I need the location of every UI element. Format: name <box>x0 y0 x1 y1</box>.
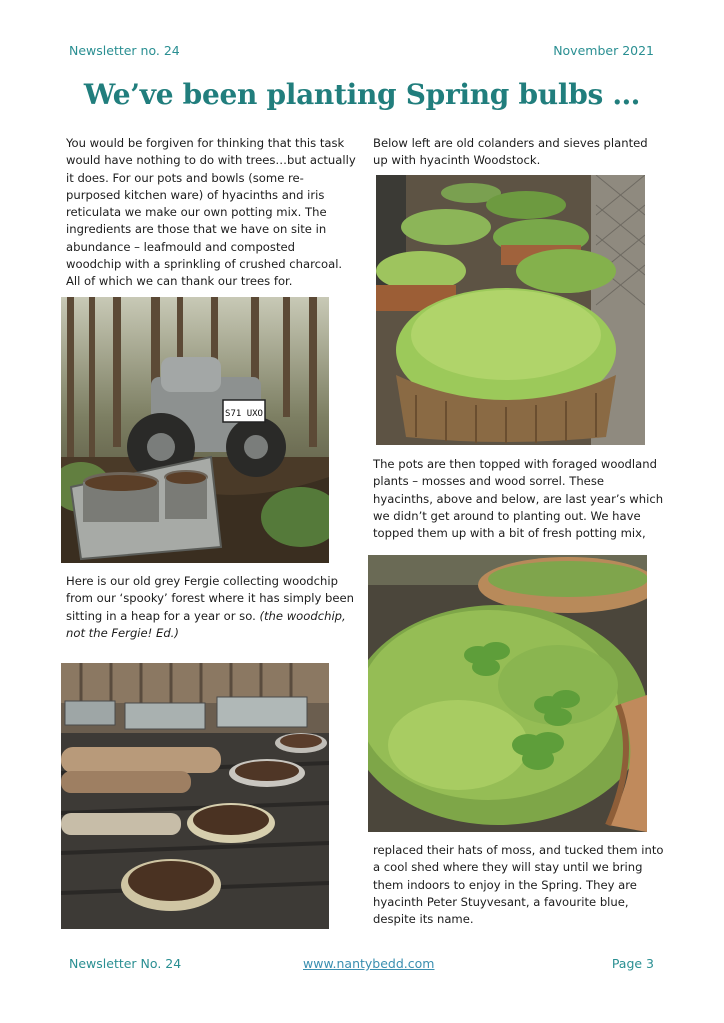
intro-paragraph <box>66 135 356 291</box>
footer-newsletter-number: Newsletter No. 24 <box>69 956 182 971</box>
header-newsletter-number: Newsletter no. 24 <box>69 43 180 58</box>
text-line: The pots are then topped with foraged woodland <box>373 457 657 471</box>
text-line: All of which we can thank our trees for. <box>66 274 293 289</box>
text-line: despite its name. <box>373 912 474 927</box>
text-line: purposed kitchen ware) of hyacinths and iris <box>66 187 325 202</box>
moss-wood-sorrel-closeup-photo <box>368 555 647 832</box>
topped-paragraph <box>373 456 663 542</box>
text-line <box>66 625 354 642</box>
editor-note: (the woodchip, <box>259 608 346 623</box>
moss-pots-photo <box>376 175 645 445</box>
text-segment: sitting in a heap for a year or so. <box>66 608 260 623</box>
website-link[interactable]: www.nantybedd.com <box>303 956 435 971</box>
text-line: abundance – leafmould and composted <box>66 239 295 254</box>
header-date: November 2021 <box>553 43 654 58</box>
text-line: Below left are old colanders and sieves planted <box>373 136 648 150</box>
text-line: we didn’t get around to planting out. We have <box>373 508 641 523</box>
text-line: up with hyacinth Woodstock. <box>373 153 541 168</box>
text-line: would have nothing to do with trees…but actually <box>66 153 356 168</box>
editor-note: not the Fergie! Ed.) <box>66 625 179 640</box>
text-line: them indoors to enjoy in the Spring. They are <box>373 877 637 892</box>
text-line: You would be forgiven for thinking that this task <box>66 136 345 150</box>
tractor-plate: S71 UXO <box>225 409 263 419</box>
text-line: hyacinths, above and below, are last year’s which <box>373 491 664 506</box>
text-line: a cool shed where they will stay until we bring <box>373 860 643 875</box>
text-line: reticulata we make our own potting mix. The <box>66 205 327 220</box>
text-line: plants – mosses and wood sorrel. These <box>373 474 604 489</box>
colander-paragraph <box>373 135 648 170</box>
shed-paragraph <box>373 842 663 928</box>
page-number: Page 3 <box>611 956 654 971</box>
page-title: We’ve been planting Spring bulbs … <box>83 78 641 111</box>
text-line: Here is our old grey Fergie collecting woodchip <box>66 574 338 588</box>
text-line: ingredients are those that we have on site in <box>66 222 327 237</box>
text-line: it does. For our pots and bowls (some re- <box>66 170 304 185</box>
text-line: hyacinth Peter Stuyvesant, a favourite blue, <box>373 894 629 909</box>
fergie-caption <box>66 573 354 642</box>
text-line: woodchip with a sprinkling of crushed charcoal. <box>66 257 343 272</box>
tractor-forest-photo <box>61 297 329 563</box>
text-line: from our ‘spooky’ forest where it has simply been <box>66 591 355 606</box>
colanders-potting-mix-photo <box>61 663 329 929</box>
text-line <box>66 608 354 625</box>
text-line: replaced their hats of moss, and tucked them into <box>373 843 664 857</box>
text-line: topped them up with a bit of fresh potting mix, <box>373 526 646 541</box>
